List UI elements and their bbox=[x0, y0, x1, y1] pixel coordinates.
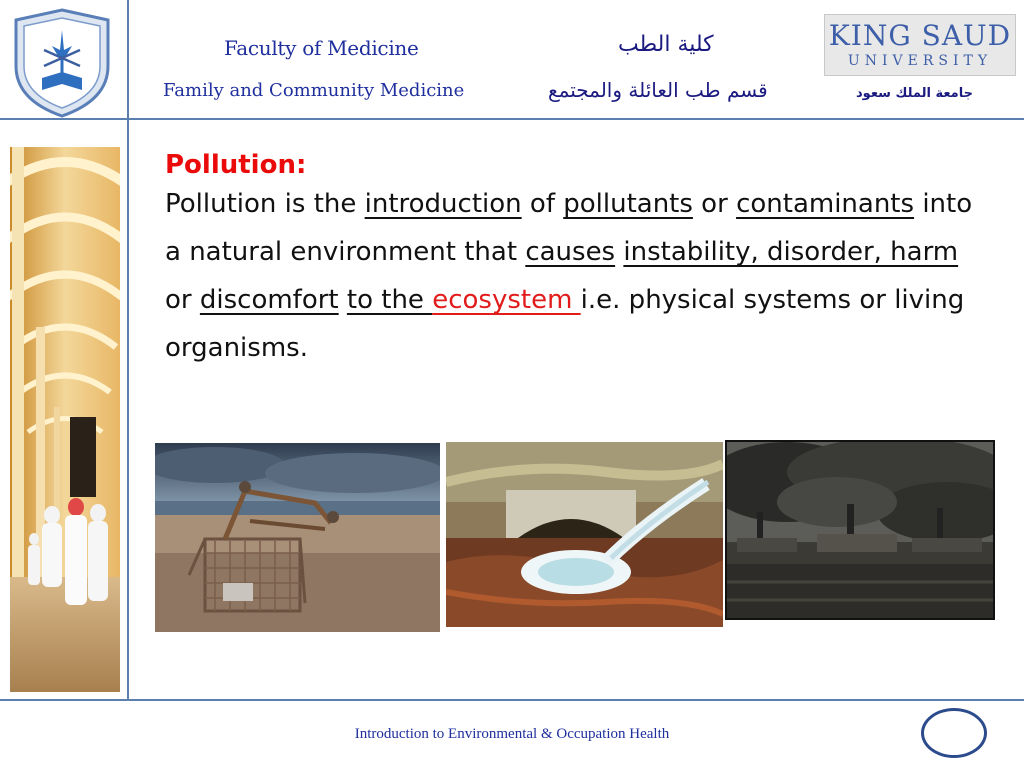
faculty-title-en: Faculty of Medicine bbox=[224, 36, 419, 60]
term-discomfort: discomfort bbox=[199, 285, 339, 315]
industrial-smoke-photo bbox=[725, 440, 995, 620]
body-text-segment bbox=[339, 285, 347, 315]
term-introduction: introduction bbox=[364, 189, 522, 219]
slide-title: Pollution: bbox=[165, 150, 307, 180]
body-text-segment: or bbox=[165, 285, 200, 315]
term-instability-disorder-harm: instability, disorder, harm bbox=[623, 237, 959, 267]
department-title-en: Family and Community Medicine bbox=[163, 80, 465, 101]
colonnade-photo bbox=[10, 147, 120, 692]
body-text-segment: or bbox=[692, 189, 737, 219]
university-name-ar: جامعة الملك سعود bbox=[856, 86, 973, 101]
sidebar-vertical-divider bbox=[127, 118, 129, 700]
faculty-title-ar: كلية الطب bbox=[618, 32, 714, 57]
logo-text-university: UNIVERSITY bbox=[847, 53, 993, 69]
term-contaminants: contaminants bbox=[736, 189, 915, 219]
term-to-the: to the bbox=[346, 285, 433, 315]
body-text-segment: Pollution is the bbox=[165, 189, 365, 219]
body-text-segment: i.e. physical systems or living organisms. bbox=[165, 285, 965, 363]
king-saud-university-logo bbox=[824, 14, 1016, 76]
term-ecosystem: ecosystem bbox=[432, 285, 581, 315]
footer-course-title: Introduction to Environmental & Occupation Health bbox=[354, 726, 670, 742]
university-emblem-logo bbox=[8, 6, 116, 118]
footer-oval-decoration bbox=[921, 708, 987, 758]
term-causes: causes bbox=[525, 237, 616, 267]
header-divider bbox=[0, 118, 1024, 120]
footer-divider bbox=[0, 699, 1024, 701]
logo-text-king-saud: KING SAUD bbox=[828, 19, 1012, 52]
term-pollutants: pollutants bbox=[563, 189, 693, 219]
drainage-pipe-photo bbox=[446, 442, 723, 627]
body-text-segment: of bbox=[521, 189, 564, 219]
beach-shopping-cart-photo bbox=[155, 443, 440, 632]
department-title-ar: قسم طب العائلة والمجتمع bbox=[548, 78, 768, 102]
header-vertical-divider bbox=[127, 0, 129, 118]
body-text-segment: into a natural environment that bbox=[165, 189, 973, 267]
pollution-definition bbox=[165, 180, 985, 372]
